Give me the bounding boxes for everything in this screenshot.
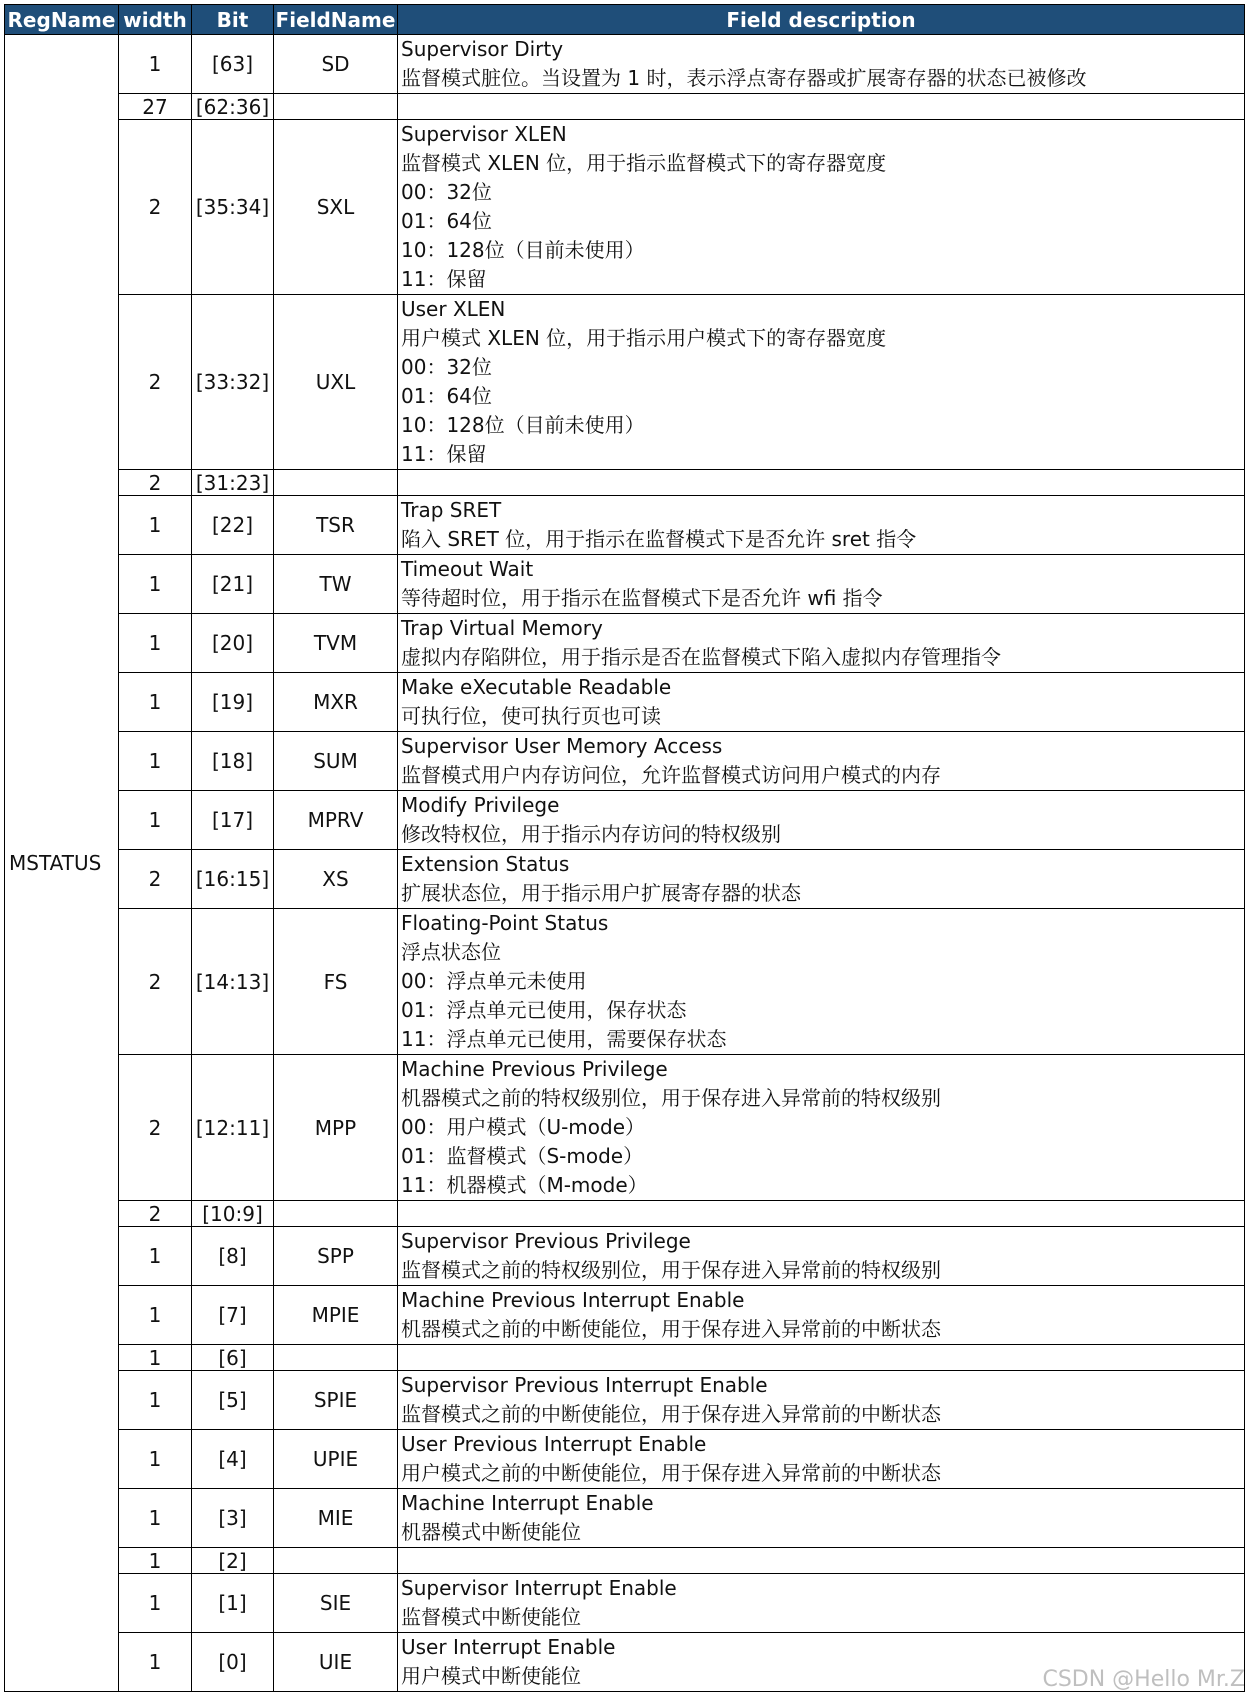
table-row — [5, 120, 1245, 295]
width-cell: 2 — [119, 1055, 192, 1201]
description-title: Machine Interrupt Enable — [401, 1491, 654, 1515]
bit-cell: [10:9] — [192, 1201, 274, 1227]
fieldname-cell: SPP — [274, 1227, 398, 1286]
description-line: 11：保留 — [401, 442, 487, 466]
field-description-cell — [398, 909, 1245, 1055]
description-line: 监督模式 XLEN 位，用于指示监督模式下的寄存器宽度 — [401, 151, 887, 175]
description-line: 机器模式中断使能位 — [401, 1520, 581, 1544]
field-description-cell — [398, 1055, 1245, 1201]
table-row — [5, 1489, 1245, 1548]
width-cell: 1 — [119, 1371, 192, 1430]
bit-cell: [17] — [192, 791, 274, 850]
description-line: 00：32位 — [401, 180, 492, 204]
description-title: Floating-Point Status — [401, 911, 609, 935]
width-cell: 1 — [119, 496, 192, 555]
table-row — [5, 909, 1245, 1055]
description-title: Make eXecutable Readable — [401, 675, 672, 699]
field-description-cell — [398, 1430, 1245, 1489]
width-cell: 27 — [119, 94, 192, 120]
description-line: 01：64位 — [401, 384, 492, 408]
table-row — [5, 1227, 1245, 1286]
fieldname-cell: UPIE — [274, 1430, 398, 1489]
bit-cell: [18] — [192, 732, 274, 791]
fieldname-cell: TVM — [274, 614, 398, 673]
regname-cell: MSTATUS — [5, 35, 119, 1692]
width-cell: 2 — [119, 909, 192, 1055]
field-description-cell — [398, 1227, 1245, 1286]
width-cell: 2 — [119, 470, 192, 496]
description-line: 00：浮点单元未使用 — [401, 969, 587, 993]
description-line: 00：32位 — [401, 355, 492, 379]
table-row — [5, 496, 1245, 555]
header-width: width — [119, 5, 192, 35]
bit-cell: [3] — [192, 1489, 274, 1548]
bit-cell: [21] — [192, 555, 274, 614]
description-line: 11：保留 — [401, 267, 487, 291]
table-row — [5, 295, 1245, 470]
bit-cell: [20] — [192, 614, 274, 673]
description-line: 监督模式中断使能位 — [401, 1605, 581, 1629]
bit-cell: [63] — [192, 35, 274, 94]
description-line: 机器模式之前的中断使能位，用于保存进入异常前的中断状态 — [401, 1317, 941, 1341]
table-row — [5, 555, 1245, 614]
field-description-cell — [398, 1345, 1245, 1371]
description-title: Machine Previous Interrupt Enable — [401, 1288, 745, 1312]
table-row — [5, 1548, 1245, 1574]
header-field-description: Field description — [398, 5, 1245, 35]
field-description-cell — [398, 555, 1245, 614]
description-line: 可执行位，使可执行页也可读 — [401, 704, 661, 728]
bit-cell: [8] — [192, 1227, 274, 1286]
description-title: Machine Previous Privilege — [401, 1057, 668, 1081]
description-line: 10：128位（目前未使用） — [401, 238, 645, 262]
field-description-cell — [398, 496, 1245, 555]
bit-cell: [14:13] — [192, 909, 274, 1055]
fieldname-cell — [274, 1548, 398, 1574]
field-description-cell — [398, 850, 1245, 909]
fieldname-cell: MIE — [274, 1489, 398, 1548]
description-line: 用户模式 XLEN 位，用于指示用户模式下的寄存器宽度 — [401, 326, 887, 350]
description-line: 机器模式之前的特权级别位，用于保存进入异常前的特权级别 — [401, 1086, 941, 1110]
description-title: Supervisor Previous Privilege — [401, 1229, 691, 1253]
fieldname-cell: SUM — [274, 732, 398, 791]
field-description-cell — [398, 673, 1245, 732]
field-description-cell — [398, 1286, 1245, 1345]
fieldname-cell: MPRV — [274, 791, 398, 850]
width-cell: 1 — [119, 1286, 192, 1345]
bit-cell: [1] — [192, 1574, 274, 1633]
table-row — [5, 35, 1245, 94]
description-line: 01：浮点单元已使用，保存状态 — [401, 998, 687, 1022]
fieldname-cell: UXL — [274, 295, 398, 470]
description-line: 监督模式用户内存访问位，允许监督模式访问用户模式的内存 — [401, 763, 941, 787]
mstatus-register-table — [4, 4, 1245, 1692]
width-cell: 2 — [119, 120, 192, 295]
header-bit: Bit — [192, 5, 274, 35]
width-cell: 1 — [119, 1548, 192, 1574]
header-fieldname: FieldName — [274, 5, 398, 35]
description-title: User Previous Interrupt Enable — [401, 1432, 707, 1456]
width-cell: 1 — [119, 1227, 192, 1286]
field-description-cell — [398, 94, 1245, 120]
width-cell: 1 — [119, 1345, 192, 1371]
width-cell: 1 — [119, 673, 192, 732]
fieldname-cell — [274, 470, 398, 496]
bit-cell: [16:15] — [192, 850, 274, 909]
width-cell: 1 — [119, 1633, 192, 1692]
field-description-cell — [398, 1574, 1245, 1633]
table-row — [5, 850, 1245, 909]
table-row — [5, 1430, 1245, 1489]
description-title: Timeout Wait — [401, 557, 534, 581]
description-line: 监督模式之前的中断使能位，用于保存进入异常前的中断状态 — [401, 1402, 941, 1426]
bit-cell: [5] — [192, 1371, 274, 1430]
description-title: Supervisor Previous Interrupt Enable — [401, 1373, 768, 1397]
field-description-cell — [398, 732, 1245, 791]
fieldname-cell: TSR — [274, 496, 398, 555]
field-description-cell — [398, 791, 1245, 850]
width-cell: 1 — [119, 1430, 192, 1489]
field-description-cell — [398, 35, 1245, 94]
fieldname-cell: FS — [274, 909, 398, 1055]
header-row — [5, 5, 1245, 35]
fieldname-cell — [274, 1345, 398, 1371]
table-row — [5, 1286, 1245, 1345]
field-description-cell — [398, 1371, 1245, 1430]
bit-cell: [2] — [192, 1548, 274, 1574]
description-line: 10：128位（目前未使用） — [401, 413, 645, 437]
table-row — [5, 1201, 1245, 1227]
field-description-cell — [398, 120, 1245, 295]
fieldname-cell: TW — [274, 555, 398, 614]
field-description-cell — [398, 295, 1245, 470]
fieldname-cell: UIE — [274, 1633, 398, 1692]
fieldname-cell: MPP — [274, 1055, 398, 1201]
description-line: 11：机器模式（M-mode） — [401, 1173, 648, 1197]
description-title: Supervisor XLEN — [401, 122, 567, 146]
width-cell: 1 — [119, 791, 192, 850]
description-title: Trap SRET — [401, 498, 502, 522]
description-line: 浮点状态位 — [401, 940, 501, 964]
width-cell: 1 — [119, 1574, 192, 1633]
field-description-cell — [398, 1548, 1245, 1574]
field-description-cell — [398, 614, 1245, 673]
table-row — [5, 1574, 1245, 1633]
table-row — [5, 470, 1245, 496]
fieldname-cell — [274, 94, 398, 120]
fieldname-cell: MXR — [274, 673, 398, 732]
fieldname-cell: MPIE — [274, 1286, 398, 1345]
table-row — [5, 791, 1245, 850]
bit-cell: [4] — [192, 1430, 274, 1489]
bit-cell: [19] — [192, 673, 274, 732]
description-line: 用户模式中断使能位 — [401, 1664, 581, 1688]
description-line: 监督模式脏位。当设置为 1 时，表示浮点寄存器或扩展寄存器的状态已被修改 — [401, 66, 1087, 90]
description-title: Supervisor Dirty — [401, 37, 564, 61]
width-cell: 1 — [119, 555, 192, 614]
description-title: Supervisor Interrupt Enable — [401, 1576, 677, 1600]
description-line: 11：浮点单元已使用，需要保存状态 — [401, 1027, 727, 1051]
bit-cell: [62:36] — [192, 94, 274, 120]
field-description-cell — [398, 470, 1245, 496]
description-line: 用户模式之前的中断使能位，用于保存进入异常前的中断状态 — [401, 1461, 941, 1485]
bit-cell: [6] — [192, 1345, 274, 1371]
table-row — [5, 1345, 1245, 1371]
description-title: User XLEN — [401, 297, 506, 321]
register-table-sheet — [4, 4, 1244, 1692]
table-row — [5, 94, 1245, 120]
fieldname-cell: SPIE — [274, 1371, 398, 1430]
description-line: 修改特权位，用于指示内存访问的特权级别 — [401, 822, 781, 846]
fieldname-cell: SD — [274, 35, 398, 94]
description-line: 虚拟内存陷阱位，用于指示是否在监督模式下陷入虚拟内存管理指令 — [401, 645, 1001, 669]
table-row — [5, 1371, 1245, 1430]
table-row — [5, 1055, 1245, 1201]
header-regname: RegName — [5, 5, 119, 35]
table-row — [5, 732, 1245, 791]
width-cell: 1 — [119, 614, 192, 673]
field-description-cell — [398, 1201, 1245, 1227]
bit-cell: [31:23] — [192, 470, 274, 496]
field-description-cell — [398, 1489, 1245, 1548]
fieldname-cell: SXL — [274, 120, 398, 295]
table-row — [5, 614, 1245, 673]
table-row — [5, 673, 1245, 732]
description-title: Modify Privilege — [401, 793, 560, 817]
description-line: 监督模式之前的特权级别位，用于保存进入异常前的特权级别 — [401, 1258, 941, 1282]
description-line: 扩展状态位，用于指示用户扩展寄存器的状态 — [401, 881, 801, 905]
width-cell: 1 — [119, 35, 192, 94]
description-line: 01：监督模式（S-mode） — [401, 1144, 644, 1168]
width-cell: 2 — [119, 295, 192, 470]
description-line: 01：64位 — [401, 209, 492, 233]
description-title: User Interrupt Enable — [401, 1635, 616, 1659]
bit-cell: [22] — [192, 496, 274, 555]
bit-cell: [35:34] — [192, 120, 274, 295]
width-cell: 2 — [119, 850, 192, 909]
description-title: Extension Status — [401, 852, 570, 876]
width-cell: 2 — [119, 1201, 192, 1227]
bit-cell: [12:11] — [192, 1055, 274, 1201]
description-line: 00：用户模式（U-mode） — [401, 1115, 646, 1139]
description-title: Supervisor User Memory Access — [401, 734, 723, 758]
fieldname-cell: XS — [274, 850, 398, 909]
width-cell: 1 — [119, 1489, 192, 1548]
fieldname-cell — [274, 1201, 398, 1227]
bit-cell: [7] — [192, 1286, 274, 1345]
watermark: CSDN @Hello Mr.Z — [1042, 1667, 1245, 1692]
table-body — [5, 35, 1245, 1692]
bit-cell: [33:32] — [192, 295, 274, 470]
description-line: 陷入 SRET 位，用于指示在监督模式下是否允许 sret 指令 — [401, 527, 917, 551]
fieldname-cell: SIE — [274, 1574, 398, 1633]
description-title: Trap Virtual Memory — [401, 616, 603, 640]
bit-cell: [0] — [192, 1633, 274, 1692]
width-cell: 1 — [119, 732, 192, 791]
description-line: 等待超时位，用于指示在监督模式下是否允许 wfi 指令 — [401, 586, 883, 610]
